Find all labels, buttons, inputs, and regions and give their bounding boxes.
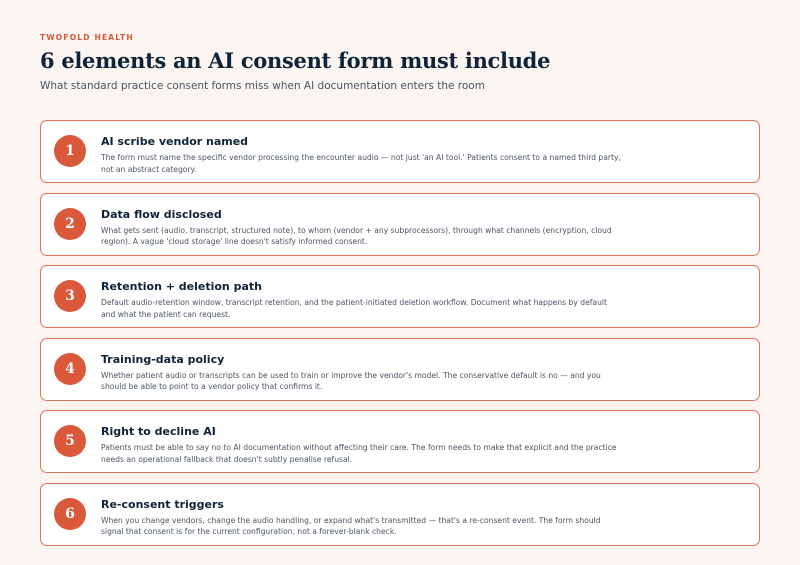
list-item: [40, 410, 760, 473]
list-item: [40, 265, 760, 328]
page-subtitle: What standard practice consent forms miss when AI documentation enters the room: [40, 80, 485, 92]
list-item: [40, 120, 760, 183]
item-description: When you change vendors, change the audio handling, or expand what's transmitted — that's a re-consent event. The form should signal that consent is for the current configuration, not a forever-blank check.: [101, 515, 601, 537]
consent-elements-list: [40, 120, 760, 556]
number-badge: 1: [54, 135, 86, 167]
brand-label: TWOFOLD HEALTH: [40, 33, 134, 42]
number-badge: 4: [54, 353, 86, 385]
number-badge: 5: [54, 425, 86, 457]
item-description: What gets sent (audio, transcript, structured note), to whom (vendor + any subprocessors), through what channels (encryption, cloud region). A vague 'cloud storage' line doesn't satisfy informed consent.: [101, 225, 612, 247]
list-item: [40, 483, 760, 546]
number-badge: 2: [54, 208, 86, 240]
item-title: Training-data policy: [101, 352, 225, 366]
item-title: Right to decline AI: [101, 425, 216, 439]
item-title: Retention + deletion path: [101, 280, 262, 294]
item-description: The form must name the specific vendor processing the encounter audio — not just 'an AI tool.' Patients consent to a named third party, not an abstract category.: [101, 153, 621, 174]
list-item: [40, 193, 760, 256]
list-item: [40, 338, 760, 401]
item-description: Default audio-retention window, transcript retention, and the patient-initiated deletion workflow. Document what happens by default and what the patient can request.: [101, 298, 607, 319]
item-title: AI scribe vendor named: [101, 135, 249, 148]
number-badge: 6: [54, 498, 86, 530]
item-description: Patients must be able to say no to AI documentation without affecting their care. The form needs to make that explicit and the practice needs an operational fallback that doesn't subtly penalise refusal.: [101, 443, 617, 464]
number-badge: 3: [54, 280, 86, 312]
item-title: Data flow disclosed: [101, 207, 222, 221]
item-title: Re-consent triggers: [101, 497, 224, 511]
page-title: 6 elements an AI consent form must include: [40, 48, 551, 73]
item-description: Whether patient audio or transcripts can be used to train or improve the vendor's model. The conservative default is no — and you should be able to point to a vendor policy that confirms it.: [101, 370, 601, 392]
